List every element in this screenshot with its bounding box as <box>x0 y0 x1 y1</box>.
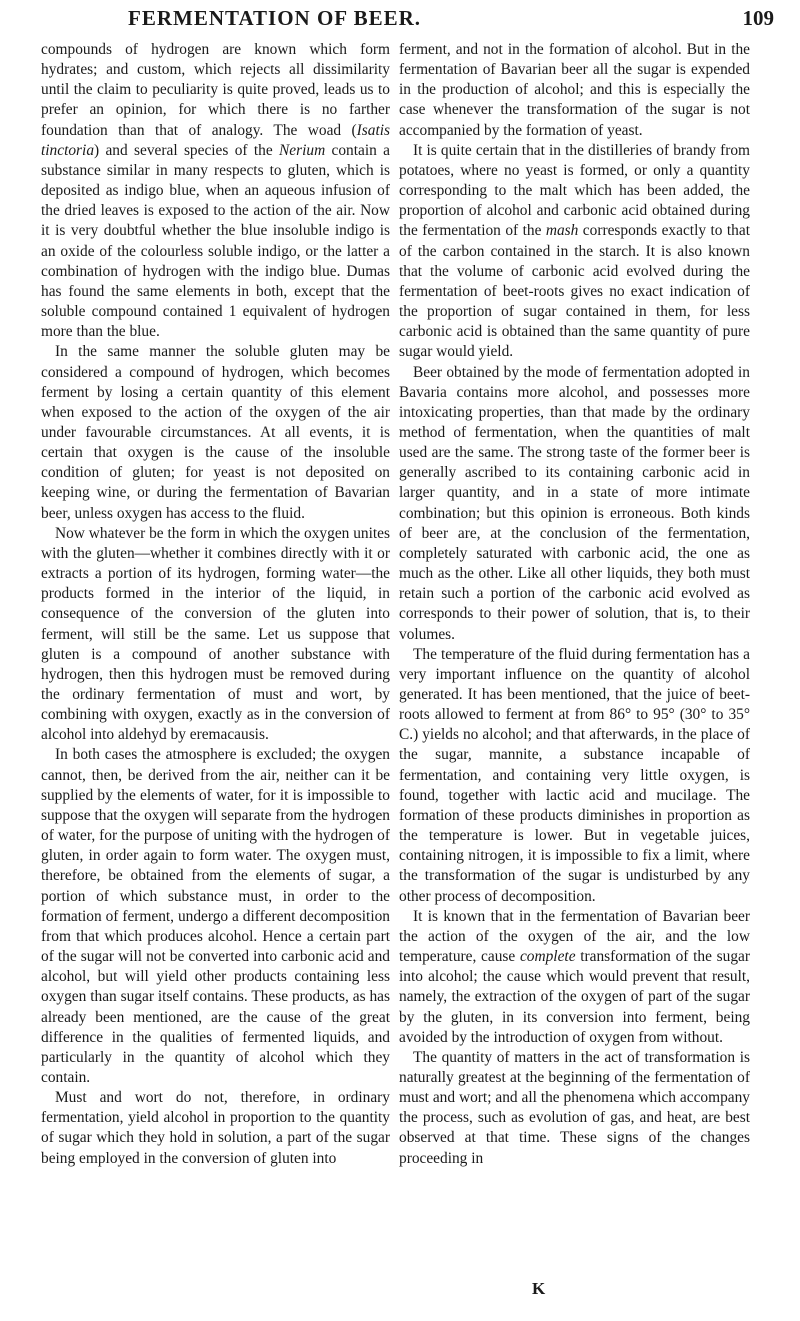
running-title: FERMENTATION OF BEER. <box>128 6 422 30</box>
paragraph: Must and wort do not, therefore, in ordinary fermentation, yield alcohol in proportion to the quantity of sugar which they hold in solution, a part of the sugar being employed in the conversion of gluten into <box>41 1089 390 1167</box>
paragraph: In the same manner the soluble gluten may be considered a compound of hydrogen, which becomes ferment by losing a certain quantity of this element when exposed to the action of the oxygen of the air under favourable circumstances. At all events, it is certain that oxygen is the cause of the insoluble condition of gluten; for yeast is not deposited on keeping wine, or during the fermentation of Bavarian beer, unless oxygen has access to the fluid. <box>41 343 390 522</box>
page-header <box>0 2 800 36</box>
signature-mark: K <box>532 1279 546 1298</box>
paragraph: compounds of hydrogen are known which form hydrates; and custom, which rejects all dissimilarity until the claim to peculiarity is quite proved, leads us to prefer an opinion, for which there is no farther foundation than that of analogy. The woad (Isatis tinctoria) and several species of the Nerium contain a substance similar in many respects to gluten, which is deposited as indigo blue, when an aqueous infusion of the dried leaves is exposed to the action of the air. Now it is very doubtful whether the blue insoluble indigo is an oxide of the colourless soluble indigo, or the latter a combination of hydrogen with the indigo blue. Dumas has found the same elements in both, except that the soluble compound contained 1 equivalent of hydrogen more than the blue. <box>41 41 390 341</box>
right-column <box>399 40 750 1169</box>
paragraph: The temperature of the fluid during fermentation has a very important influence on the quantity of alcohol generated. It has been mentioned, that the juice of beet-roots allowed to ferment at from 86° to 95° (30° to 35° C.) yields no alcohol; and that afterwards, in the place of the sugar, mannite, a substance incapable of fermentation, and containing very little oxygen, is found, together with lactic acid and mucilage. The formation of these products diminishes in proportion as the temperature is lower. But in vegetable juices, containing nitrogen, it is impossible to fix a limit, where the transformation of the sugar is undisturbed by any other process of decomposition. <box>399 645 750 905</box>
page-number: 109 <box>742 6 774 30</box>
paragraph: Beer obtained by the mode of fermentation adopted in Bavaria contains more alcohol, and possesses more intoxicating properties, than that made by the ordinary method of fermentation, when the quantities of malt used are the same. The strong taste of the former beer is generally ascribed to its containing carbonic acid in larger quantity, and in a state of more intimate combination; but this opinion is erroneous. Both kinds of beer are, at the conclusion of the fermentation, completely saturated with carbonic acid, the one as much as the other. Like all other liquids, they both must retain such a portion of the carbonic acid evolved as corresponds to their power of solution, that is, to their volumes. <box>399 363 750 643</box>
left-column <box>41 40 390 1169</box>
paragraph: In both cases the atmosphere is excluded; the oxygen cannot, then, be derived from the air, neither can it be supplied by the elements of water, for it is impossible to suppose that the oxygen will separate from the hydrogen of water, for the purpose of uniting with the hydrogen of gluten, in order again to form water. The oxygen must, therefore, be obtained from the elements of sugar, a portion of which substance must, in order to the formation of ferment, undergo a different decomposition from that which produces alcohol. Hence a certain part of the sugar will not be converted into carbonic acid and alcohol, but will yield other products containing less oxygen than sugar itself contains. These products, as has already been mentioned, are the cause of the great difference in the qualities of fermented liquids, and particularly in the quantity of alcohol which they contain. <box>41 746 390 1086</box>
paragraph: It is known that in the fermentation of Bavarian beer the action of the oxygen of the air, and the low temperature, cause complete transformation of the sugar into alcohol; the cause which would prevent that result, namely, the extraction of the oxygen of part of the sugar by the gluten, in its conversion into ferment, being avoided by the introduction of oxygen from without. <box>399 907 750 1046</box>
paragraph: It is quite certain that in the distilleries of brandy from potatoes, where no yeast is formed, or only a quantity corresponding to the malt which has been added, the proportion of alcohol and carbonic acid obtained during the fermentation of the mash corresponds exactly to that of the carbon contained in the starch. It is also known that the volume of carbonic acid evolved during the fermentation of beet-roots gives no exact indication of the proportion of sugar contained in them, for less carbonic acid is obtained than the same quantity of pure sugar would yield. <box>399 141 750 361</box>
paragraph: ferment, and not in the formation of alcohol. But in the fermentation of Bavarian beer all the sugar is expended in the production of alcohol; and this is especially the case whenever the transformation of the sugar is not accompanied by the formation of yeast. <box>399 41 750 139</box>
paragraph: Now whatever be the form in which the oxygen unites with the gluten—whether it combines directly with it or extracts a portion of its hydrogen, forming water—the products formed in the interior of the liquid, in consequence of the conversion of the gluten into ferment, will still be the same. Let us suppose that gluten is a compound of another substance with hydrogen, then this hydrogen must be removed during the ordinary fermentation of must and wort, by combining with oxygen, exactly as in the conversion of alcohol into aldehyd by eremacausis. <box>41 524 390 744</box>
paragraph: The quantity of matters in the act of transformation is naturally greatest at the beginning of the fermentation of must and wort; and all the phenomena which accompany the process, such as evolution of gas, and heat, are best observed at that time. These signs of the changes proceeding in <box>399 1048 750 1167</box>
